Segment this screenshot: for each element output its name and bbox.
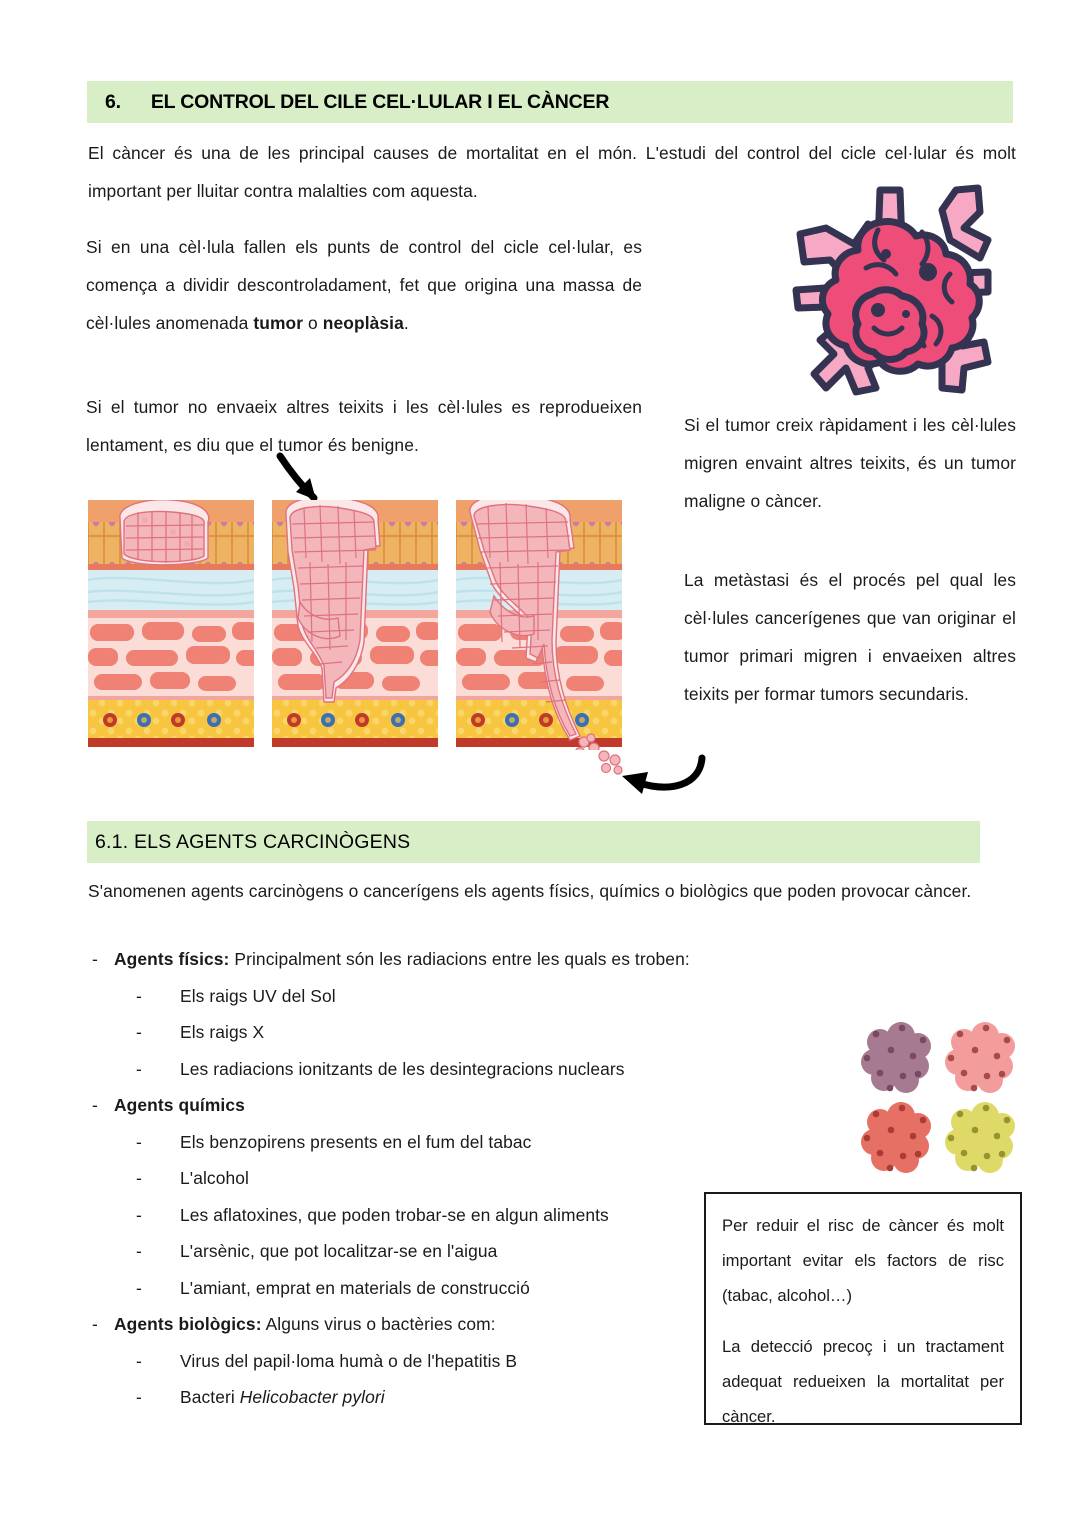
list-item-text: Les aflatoxines, que poden trobar-se en algun aliments [180, 1204, 609, 1225]
tumor-cell-clusters-illustration [856, 1018, 1021, 1183]
list-bullet-marker: - [136, 1277, 142, 1298]
list-item-text: L'amiant, emprat en materials de construcció [180, 1277, 530, 1298]
tumor-invasion-tissue-diagram [88, 492, 622, 754]
subsection-title: 6.1. ELS AGENTS CARCINÒGENS [95, 830, 411, 853]
list-item [86, 1343, 706, 1380]
list-bullet-marker: - [136, 1131, 142, 1152]
list-item-bold: Agents químics [114, 1095, 245, 1115]
list-item-text: Els benzopirens presents en el fum del tabac [180, 1131, 532, 1152]
list-item-bold: Agents físics: [114, 949, 230, 969]
list-bullet-marker: - [136, 1168, 142, 1188]
section-header-sub [87, 821, 980, 863]
left-p1-part1: Si en una cèl·lula fallen els punts de control del cicle cel·lular, es comença a dividir descontroladament, fet que origina una massa de cèl·lules anomenada [86, 237, 642, 333]
intro-paragraph: El càncer és una de les principal causes de mortalitat en el món. L'estudi del control del cicle cel·lular és molt important per lluitar contra malalties com aquesta. [88, 143, 1016, 201]
list-item [86, 1051, 706, 1088]
list-item [86, 1014, 706, 1051]
list-item [86, 1233, 706, 1270]
list-bullet-marker: - [136, 1241, 142, 1261]
subsection-intro-paragraph: S'anomenen agents carcinògens o cancerígens els agents físics, químics o biològics que poden provocar càncer. [88, 881, 972, 901]
list-item-text: Els raigs X [180, 1022, 265, 1042]
list-item [86, 1379, 706, 1416]
list-item [86, 1270, 706, 1307]
list-item [86, 1087, 706, 1124]
list-bullet-marker: - [136, 1350, 142, 1371]
list-bullet-marker: - [92, 1314, 98, 1334]
list-item-text [114, 1087, 706, 1124]
list-item-text: L'alcohol [180, 1168, 250, 1188]
left-paragraph-tumor [86, 228, 642, 342]
left-p1-bold-tumor: tumor [253, 313, 304, 333]
prevention-tip-box [704, 1192, 1022, 1425]
list-item [86, 1124, 706, 1161]
right-paragraph-metastasi: La metàstasi és el procés pel qual les cèl·lules cancerígenes que van originar el tumor primari migren i envaeixen altres teixits per formar tumors secundaris. [684, 570, 1016, 704]
section-header-main [87, 81, 1013, 123]
list-item-text: Les radiacions ionitzants de les desintegracions nuclears [180, 1058, 625, 1079]
list-bullet-marker: - [92, 1095, 98, 1115]
right-paragraph-maligne: Si el tumor creix ràpidament i les cèl·lules migren envaint altres teixits, és un tumor maligne o càncer. [684, 415, 1016, 511]
list-bullet-marker: - [92, 949, 98, 969]
list-bullet-marker: - [136, 985, 142, 1006]
list-item-text: L'arsènic, que pot localitzar-se en l'aigua [180, 1241, 498, 1261]
list-item-italic: Helicobacter pylori [239, 1387, 385, 1407]
list-item [86, 1197, 706, 1234]
left-p1-part3: . [403, 313, 409, 333]
list-item-text: Agents físics: Principalment són les radiacions entre les quals es troben: [114, 949, 690, 969]
list-item [86, 1160, 706, 1197]
cancer-cell-illustration [782, 182, 1004, 396]
list-item [86, 941, 706, 978]
list-item-text: Agents biològics: Alguns virus o bactèries com: [114, 1314, 496, 1334]
section-title: EL CONTROL DEL CILE CEL·LULAR I EL CÀNCER [150, 90, 610, 113]
left-paragraph-benigne: Si el tumor no envaeix altres teixits i les cèl·lules es reprodueixen lentament, es diu que el tumor és benigne. [86, 397, 642, 455]
section-number: 6. [105, 90, 121, 113]
hand-drawn-curved-arrow [606, 744, 710, 806]
tip-paragraph-1: Per reduir el risc de càncer és molt important evitar els factors de risc (tabac, alcohol…) [722, 1216, 1004, 1305]
list-bullet-marker: - [136, 1387, 142, 1407]
list-bullet-marker: - [136, 1022, 142, 1042]
list-item-text: Virus del papil·loma humà o de l'hepatitis B [180, 1350, 518, 1371]
list-item [86, 978, 706, 1015]
carcinogen-agents-list [86, 941, 706, 1416]
tip-paragraph-2: La detecció precoç i un tractament adequat redueixen la mortalitat per càncer. [722, 1337, 1004, 1426]
left-p1-part2: o [303, 313, 323, 333]
list-item-text: Els raigs UV del Sol [180, 985, 336, 1006]
left-p1-bold-neoplasia: neoplàsia [322, 313, 404, 333]
list-bullet-marker: - [136, 1204, 142, 1225]
list-item-bold: Agents biològics: [114, 1314, 262, 1334]
list-item-text: Bacteri Helicobacter pylori [180, 1387, 385, 1407]
list-bullet-marker: - [136, 1058, 142, 1079]
list-item [86, 1306, 706, 1343]
